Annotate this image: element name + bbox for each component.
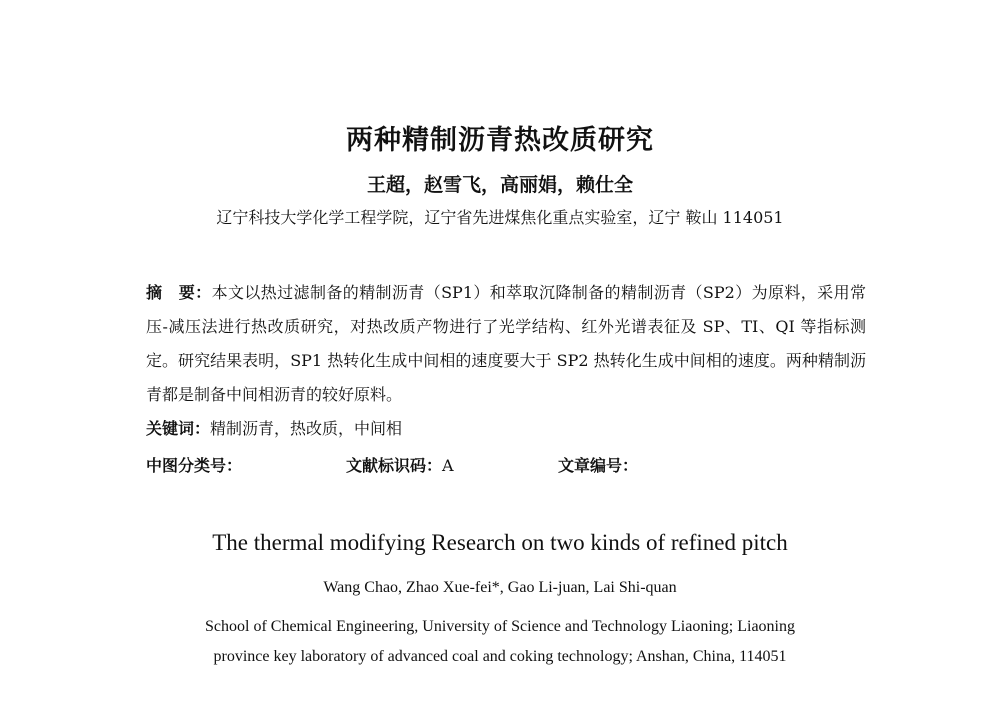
document-code-label: 文献标识码： xyxy=(346,456,443,475)
keywords-label: 关键词： xyxy=(146,419,211,438)
english-title: The thermal modifying Research on two kinds of refined pitch xyxy=(212,530,788,555)
article-number-label: 文章编号： xyxy=(558,456,639,475)
chinese-title: 两种精制沥青热改质研究 xyxy=(346,125,654,156)
chinese-authors: 王超，赵雪飞，高丽娟，赖仕全 xyxy=(366,174,633,196)
keywords-text: 精制沥青，热改质，中间相 xyxy=(210,419,403,438)
english-authors: Wang Chao, Zhao Xue-fei*, Gao Li-juan, Lai Shi-quan xyxy=(323,579,677,596)
classification-line xyxy=(146,453,866,477)
english-affiliation xyxy=(0,612,1000,672)
chinese-keywords xyxy=(146,416,402,439)
document-code xyxy=(346,453,454,476)
chinese-abstract xyxy=(146,276,866,412)
english-affiliation-line-2: province key laboratory of advanced coal and coking technology; Anshan, China, 114051 xyxy=(213,648,787,665)
abstract-text: 本文以热过滤制备的精制沥青（SP1）和萃取沉降制备的精制沥青（SP2）为原料，采用常压-减压法进行热改质研究，对热改质产物进行了光学结构、红外光谱表征及 SP、TI、QI 等指标测定。研究结果表明，SP1 热转化生成中间相的速度要大于 SP2 热转化生成中间相的速度。两种精制沥青都是制备中间相沥青的较好原料。 xyxy=(146,283,866,404)
clc-number-label: 中图分类号： xyxy=(146,456,243,475)
english-affiliation-line-1: School of Chemical Engineering, University of Science and Technology Liaoning; Liaoning xyxy=(205,618,795,635)
document-code-value: A xyxy=(442,456,454,475)
abstract-label: 摘 要： xyxy=(146,283,212,302)
chinese-affiliation: 辽宁科技大学化学工程学院，辽宁省先进煤焦化重点实验室，辽宁 鞍山 114051 xyxy=(216,208,784,227)
